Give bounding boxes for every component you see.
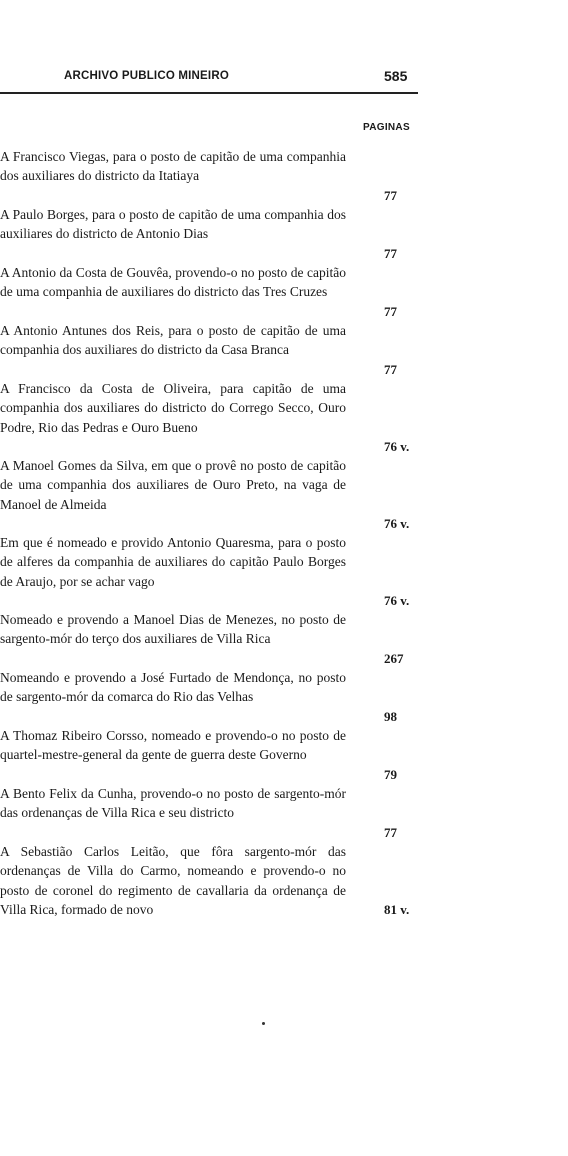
- entry-page-ref: 79: [384, 766, 397, 782]
- entry-page-ref: 77: [384, 824, 397, 840]
- entry-text: A Francisco Viegas, para o posto de capitão de uma companhia dos auxiliares do districto da Itatiaya: [0, 149, 346, 184]
- entry-page-ref: 98: [384, 708, 397, 724]
- index-entry: [0, 668, 420, 726]
- entry-page-ref: 76 v.: [384, 592, 410, 608]
- entry-page-ref: 267: [384, 650, 404, 666]
- pages-column-label: PAGINAS: [363, 122, 410, 133]
- index-entry: [0, 456, 420, 533]
- header-rule: [0, 92, 418, 94]
- entry-page-ref: 77: [384, 187, 397, 203]
- entry-text: A Antonio da Costa de Gouvêa, provendo-o no posto de capitão de uma companhia de auxiliares do districto das Tres Cruzes: [0, 265, 346, 300]
- entry-text: A Bento Felix da Cunha, provendo-o no posto de sargento-mór das ordenanças de Villa Rica e seu districto: [0, 786, 346, 821]
- entry-text: A Paulo Borges, para o posto de capitão de uma companhia dos auxiliares do districto de Antonio Dias: [0, 207, 346, 242]
- index-entry: [0, 842, 420, 919]
- entry-page-ref: 77: [384, 361, 397, 377]
- page-number: 585: [384, 68, 408, 84]
- index-entry: [0, 205, 420, 263]
- entry-text: Em que é nomeado e provido Antonio Quaresma, para o posto de alferes da companhia de auxiliares do capitão Paulo Borges de Araujo, por se achar vago: [0, 535, 346, 589]
- entry-text: A Francisco da Costa de Oliveira, para capitão de uma companhia dos auxiliares do districto do Corrego Secco, Ouro Podre, Rio das Pedras e Ouro Bueno: [0, 381, 346, 435]
- index-entry: [0, 263, 420, 321]
- entry-page-ref: 81 v.: [384, 901, 410, 917]
- index-entry: [0, 610, 420, 668]
- running-head: [0, 70, 418, 88]
- index-entry: [0, 147, 420, 205]
- entry-page-ref: 76 v.: [384, 438, 410, 454]
- entry-text: A Sebastião Carlos Leitão, que fôra sargento-mór das ordenanças de Villa do Carmo, nomeando e provendo-o no posto de coronel do regimento de cavallaria da ordenança de Villa Rica, formado de novo: [0, 844, 346, 917]
- entry-page-ref: 77: [384, 303, 397, 319]
- entry-text: Nomeando e provendo a José Furtado de Mendonça, no posto de sargento-mór da comarca do Rio das Velhas: [0, 670, 346, 705]
- index-entry: [0, 726, 420, 784]
- index-entry: [0, 321, 420, 379]
- running-title: ARCHIVO PUBLICO MINEIRO: [64, 70, 229, 82]
- index-entry: [0, 784, 420, 842]
- entry-page-ref: 76 v.: [384, 515, 410, 531]
- stray-ink-mark: [262, 1022, 265, 1025]
- entry-page-ref: 77: [384, 245, 397, 261]
- index-entry: [0, 379, 420, 456]
- entry-text: A Antonio Antunes dos Reis, para o posto de capitão de uma companhia dos auxiliares do districto da Casa Branca: [0, 323, 346, 358]
- entry-text: A Manoel Gomes da Silva, em que o provê no posto de capitão de uma companhia dos auxiliares de Ouro Preto, na vaga de Manoel de Almeida: [0, 458, 346, 512]
- index-entries: [0, 147, 420, 919]
- entry-text: A Thomaz Ribeiro Corsso, nomeado e provendo-o no posto de quartel-mestre-general da gente de guerra deste Governo: [0, 728, 346, 763]
- entry-text: Nomeado e provendo a Manoel Dias de Menezes, no posto de sargento-mór do terço dos auxiliares de Villa Rica: [0, 612, 346, 647]
- index-entry: [0, 533, 420, 610]
